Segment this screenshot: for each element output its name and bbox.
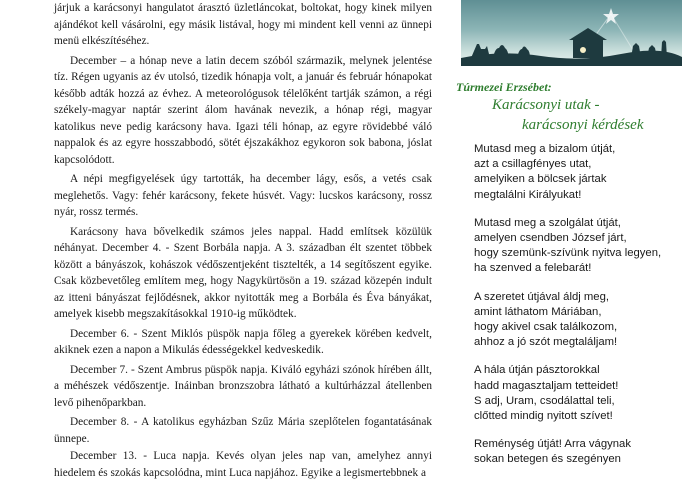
poem-line: hogy akivel csak találkozom, [474, 321, 618, 334]
poem-body [474, 142, 694, 481]
article-paragraph: Karácsony hava bővelkedik számos jeles nappal. Hadd említsek közülük néhányat. December 4. - Szent Borbála napja. A 3. században élt szentet többek között a bányászok, kohászok védőszentjeként tisztelték, a 14 segítőszent egyike. Csak közbevetőleg említem meg, hogy Nagykürtösön a 19. század közepén indult az itteni bányászat fejlődésnek, akkor nyitották meg a Borbála és Éva bányákat, amelyek kisebb megszakításokkal 1910-ig működtek. [54, 225, 432, 320]
poem-title-line: karácsonyi kérdések [522, 117, 644, 133]
poem-line: amint láthatom Máriában, [474, 305, 602, 318]
poem-line: ha szenved a felebarát! [474, 262, 592, 275]
poem-line: S adj, Uram, csodálattal teli, [474, 394, 615, 407]
poem-line: amelyen csendben József járt, [474, 232, 627, 245]
poem-line: ahhoz a jó szót megtaláljam! [474, 336, 618, 349]
article-paragraph: December 13. - Luca napja. Kevés olyan jeles nap van, amelyhez annyi hiedelem és szokás kapcsolódna, mint Luca napjához. Egyike a legismertebbnek a [54, 450, 432, 479]
article-paragraph: December – a hónap neve a latin decem szóból származik, melynek jelentése tíz. Régen ugyanis az év utolsó, tizedik hónapja volt, a január és február hónapokat később adták hozzá az évhez. A meteorológusok télelőként tartják számon, a régi székely-magyar naptár szerint álom havának nevezik, a hónap régi, magyar katolikus neve pedig karácsony hava. Igazi téli hónap, az egyre rövidebbé váló nappalok és az egyre hosszabbodó, sötét éjszakákhoz egykoron sok babona, jóslat kapcsolódott. [54, 54, 432, 166]
poem-line: Reménység útját! Arra vágynak [474, 438, 631, 451]
poem-title [456, 95, 688, 135]
poem-stanza [474, 216, 694, 277]
poem-author: Túrmezei Erzsébet: [456, 80, 552, 94]
poem-stanza [474, 363, 694, 424]
nativity-silhouette-image [461, 0, 682, 66]
poem-line: hadd magasztaljam tetteidet! [474, 379, 619, 392]
poem-line: amelyiken a bölcsek jártak [474, 173, 607, 186]
article-paragraph: December 8. - A katolikus egyházban Szűz Mária szeplőtelen fogantatásának ünnepe. [54, 416, 432, 445]
poem-stanza [474, 290, 694, 351]
nativity-illustration [461, 0, 682, 66]
poem-line: hogy szemünk-szívünk nyitva legyen, [474, 247, 662, 260]
poem-line: Mutasd meg a szolgálat útját, [474, 216, 621, 229]
article-paragraph: December 6. - Szent Miklós püspök napja főleg a gyerekek körében kedvelt, akiknek ezen a napon a Mikulás édességekkel kedveskedik. [54, 327, 432, 356]
poem-line: A szeretet útjával áldj meg, [474, 290, 610, 303]
article-paragraph: járjuk a karácsonyi hangulatot árasztó üzletláncokat, boltokat, hogy kinek milyen ajándékot kell vásárolni, egy másik listával, hogy mi mindent kell venni az ünnepi menü elkészítéséhez. [54, 2, 432, 47]
poem-stanza [474, 142, 694, 203]
poem-line: A hála útján pásztorokkal [474, 364, 600, 377]
poem-line: azt a csillagfényes utat, [474, 158, 592, 171]
poem-line: sokan betegen és szegényen [474, 453, 621, 466]
article-column [54, 0, 432, 482]
poem-line: Mutasd meg a bizalom útját, [474, 143, 616, 155]
article-paragraph: December 7. - Szent Ambrus püspök napja. Kiváló egyházi szónok hírében állt, a méhészek védőszentje. Ináinban bronzszobra látható a kultúrházzal átellenben levő pihenőparkban. [54, 363, 432, 409]
article-paragraph: A népi megfigyelések úgy tartották, ha december lágy, esős, a vetés csak meglehetős. Vagy: fehér karácsony, fekete húsvét. Vagy: lucskos karácsony, rossz nyár, rossz termés. [54, 173, 432, 218]
poem-stanza [474, 437, 694, 467]
poem-title-line: Karácsonyi utak - [492, 97, 600, 113]
poem-line: megtalálni Királyukat! [474, 188, 582, 201]
poem-line: clőtted mindig nyitott szívet! [474, 410, 613, 423]
